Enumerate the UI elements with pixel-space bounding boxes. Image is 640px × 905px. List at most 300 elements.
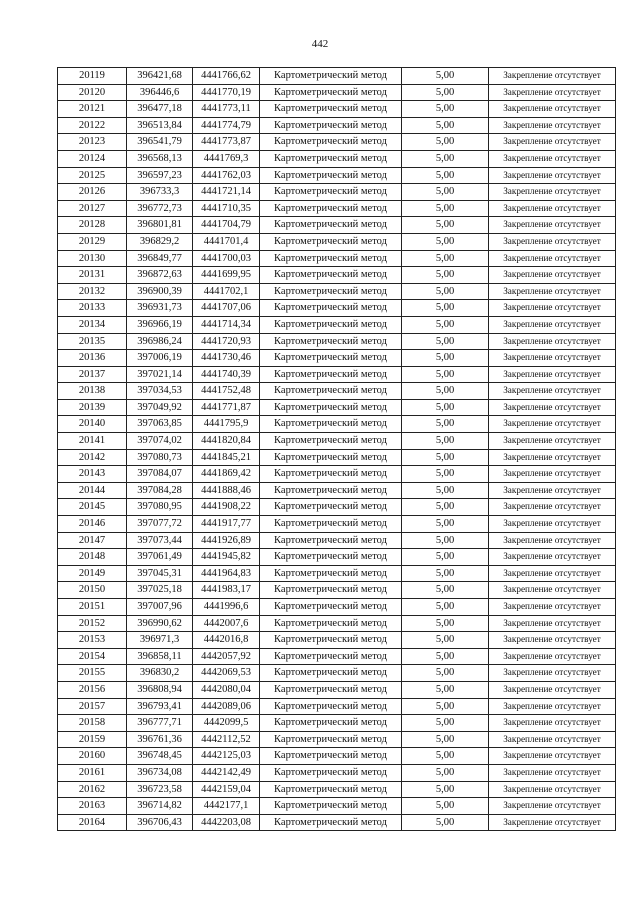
x-coordinate-cell: 396830,2 xyxy=(127,665,193,682)
method-cell: Картометрический метод xyxy=(260,781,402,798)
method-cell: Картометрический метод xyxy=(260,167,402,184)
fixing-cell: Закрепление отсутствует xyxy=(489,233,616,250)
method-cell: Картометрический метод xyxy=(260,433,402,450)
fixing-cell: Закрепление отсутствует xyxy=(489,764,616,781)
method-cell: Картометрический метод xyxy=(260,68,402,85)
method-cell: Картометрический метод xyxy=(260,466,402,483)
x-coordinate-cell: 396761,36 xyxy=(127,731,193,748)
table-row xyxy=(58,681,616,698)
fixing-cell: Закрепление отсутствует xyxy=(489,134,616,151)
x-coordinate-cell: 396772,73 xyxy=(127,200,193,217)
x-coordinate-cell: 396966,19 xyxy=(127,316,193,333)
precision-cell: 5,00 xyxy=(402,200,489,217)
point-number-cell: 20120 xyxy=(58,84,127,101)
table-row xyxy=(58,781,616,798)
x-coordinate-cell: 396714,82 xyxy=(127,798,193,815)
x-coordinate-cell: 396723,58 xyxy=(127,781,193,798)
x-coordinate-cell: 397034,53 xyxy=(127,383,193,400)
precision-cell: 5,00 xyxy=(402,101,489,118)
fixing-cell: Закрепление отсутствует xyxy=(489,599,616,616)
table-row xyxy=(58,383,616,400)
x-coordinate-cell: 396872,63 xyxy=(127,267,193,284)
method-cell: Картометрический метод xyxy=(260,84,402,101)
y-coordinate-cell: 4441769,3 xyxy=(193,150,260,167)
table-row xyxy=(58,433,616,450)
method-cell: Картометрический метод xyxy=(260,200,402,217)
point-number-cell: 20151 xyxy=(58,599,127,616)
x-coordinate-cell: 396829,2 xyxy=(127,233,193,250)
method-cell: Картометрический метод xyxy=(260,632,402,649)
table-row xyxy=(58,200,616,217)
fixing-cell: Закрепление отсутствует xyxy=(489,150,616,167)
table-row xyxy=(58,715,616,732)
precision-cell: 5,00 xyxy=(402,433,489,450)
table-row xyxy=(58,84,616,101)
x-coordinate-cell: 397084,07 xyxy=(127,466,193,483)
point-number-cell: 20162 xyxy=(58,781,127,798)
point-number-cell: 20148 xyxy=(58,549,127,566)
method-cell: Картометрический метод xyxy=(260,217,402,234)
fixing-cell: Закрепление отсутствует xyxy=(489,300,616,317)
y-coordinate-cell: 4442125,03 xyxy=(193,748,260,765)
x-coordinate-cell: 397073,44 xyxy=(127,532,193,549)
method-cell: Картометрический метод xyxy=(260,565,402,582)
fixing-cell: Закрепление отсутствует xyxy=(489,433,616,450)
table-body xyxy=(58,68,616,831)
precision-cell: 5,00 xyxy=(402,681,489,698)
x-coordinate-cell: 396801,81 xyxy=(127,217,193,234)
point-number-cell: 20158 xyxy=(58,715,127,732)
point-number-cell: 20128 xyxy=(58,217,127,234)
point-number-cell: 20139 xyxy=(58,399,127,416)
method-cell: Картометрический метод xyxy=(260,449,402,466)
x-coordinate-cell: 397074,02 xyxy=(127,433,193,450)
method-cell: Картометрический метод xyxy=(260,383,402,400)
precision-cell: 5,00 xyxy=(402,267,489,284)
x-coordinate-cell: 397080,95 xyxy=(127,499,193,516)
precision-cell: 5,00 xyxy=(402,632,489,649)
point-number-cell: 20161 xyxy=(58,764,127,781)
y-coordinate-cell: 4442080,04 xyxy=(193,681,260,698)
point-number-cell: 20146 xyxy=(58,516,127,533)
y-coordinate-cell: 4441795,9 xyxy=(193,416,260,433)
fixing-cell: Закрепление отсутствует xyxy=(489,250,616,267)
x-coordinate-cell: 396706,43 xyxy=(127,814,193,831)
y-coordinate-cell: 4442099,5 xyxy=(193,715,260,732)
table-row xyxy=(58,582,616,599)
method-cell: Картометрический метод xyxy=(260,599,402,616)
point-number-cell: 20119 xyxy=(58,68,127,85)
x-coordinate-cell: 397080,73 xyxy=(127,449,193,466)
y-coordinate-cell: 4442203,08 xyxy=(193,814,260,831)
fixing-cell: Закрепление отсутствует xyxy=(489,798,616,815)
precision-cell: 5,00 xyxy=(402,482,489,499)
method-cell: Картометрический метод xyxy=(260,798,402,815)
table-row xyxy=(58,482,616,499)
method-cell: Картометрический метод xyxy=(260,283,402,300)
x-coordinate-cell: 397025,18 xyxy=(127,582,193,599)
table-row xyxy=(58,350,616,367)
precision-cell: 5,00 xyxy=(402,283,489,300)
method-cell: Картометрический метод xyxy=(260,482,402,499)
fixing-cell: Закрепление отсутствует xyxy=(489,549,616,566)
y-coordinate-cell: 4441773,87 xyxy=(193,134,260,151)
y-coordinate-cell: 4441701,4 xyxy=(193,233,260,250)
y-coordinate-cell: 4441869,42 xyxy=(193,466,260,483)
x-coordinate-cell: 396734,08 xyxy=(127,764,193,781)
table-row xyxy=(58,416,616,433)
precision-cell: 5,00 xyxy=(402,167,489,184)
method-cell: Картометрический метод xyxy=(260,499,402,516)
y-coordinate-cell: 4441714,34 xyxy=(193,316,260,333)
point-number-cell: 20156 xyxy=(58,681,127,698)
table-row xyxy=(58,516,616,533)
table-row xyxy=(58,499,616,516)
precision-cell: 5,00 xyxy=(402,615,489,632)
method-cell: Картометрический метод xyxy=(260,250,402,267)
table-row xyxy=(58,150,616,167)
point-number-cell: 20147 xyxy=(58,532,127,549)
point-number-cell: 20132 xyxy=(58,283,127,300)
x-coordinate-cell: 396986,24 xyxy=(127,333,193,350)
point-number-cell: 20136 xyxy=(58,350,127,367)
y-coordinate-cell: 4441766,62 xyxy=(193,68,260,85)
y-coordinate-cell: 4441721,14 xyxy=(193,184,260,201)
x-coordinate-cell: 397077,72 xyxy=(127,516,193,533)
point-number-cell: 20127 xyxy=(58,200,127,217)
point-number-cell: 20135 xyxy=(58,333,127,350)
fixing-cell: Закрепление отсутствует xyxy=(489,748,616,765)
method-cell: Картометрический метод xyxy=(260,316,402,333)
page-number: 442 xyxy=(311,38,329,50)
x-coordinate-cell: 396477,18 xyxy=(127,101,193,118)
fixing-cell: Закрепление отсутствует xyxy=(489,499,616,516)
method-cell: Картометрический метод xyxy=(260,300,402,317)
table-row xyxy=(58,217,616,234)
point-number-cell: 20157 xyxy=(58,698,127,715)
precision-cell: 5,00 xyxy=(402,599,489,616)
precision-cell: 5,00 xyxy=(402,150,489,167)
precision-cell: 5,00 xyxy=(402,516,489,533)
table-row xyxy=(58,632,616,649)
y-coordinate-cell: 4441845,21 xyxy=(193,449,260,466)
table-row xyxy=(58,267,616,284)
method-cell: Картометрический метод xyxy=(260,648,402,665)
x-coordinate-cell: 396793,41 xyxy=(127,698,193,715)
y-coordinate-cell: 4441700,03 xyxy=(193,250,260,267)
y-coordinate-cell: 4441702,1 xyxy=(193,283,260,300)
fixing-cell: Закрепление отсутствует xyxy=(489,565,616,582)
fixing-cell: Закрепление отсутствует xyxy=(489,615,616,632)
y-coordinate-cell: 4441964,83 xyxy=(193,565,260,582)
point-number-cell: 20134 xyxy=(58,316,127,333)
method-cell: Картометрический метод xyxy=(260,267,402,284)
fixing-cell: Закрепление отсутствует xyxy=(489,267,616,284)
point-number-cell: 20122 xyxy=(58,117,127,134)
point-number-cell: 20129 xyxy=(58,233,127,250)
y-coordinate-cell: 4441771,87 xyxy=(193,399,260,416)
fixing-cell: Закрепление отсутствует xyxy=(489,665,616,682)
point-number-cell: 20131 xyxy=(58,267,127,284)
y-coordinate-cell: 4441926,89 xyxy=(193,532,260,549)
precision-cell: 5,00 xyxy=(402,748,489,765)
fixing-cell: Закрепление отсутствует xyxy=(489,466,616,483)
fixing-cell: Закрепление отсутствует xyxy=(489,698,616,715)
table-row xyxy=(58,648,616,665)
method-cell: Картометрический метод xyxy=(260,665,402,682)
y-coordinate-cell: 4442007,6 xyxy=(193,615,260,632)
fixing-cell: Закрепление отсутствует xyxy=(489,333,616,350)
point-number-cell: 20149 xyxy=(58,565,127,582)
fixing-cell: Закрепление отсутствует xyxy=(489,814,616,831)
method-cell: Картометрический метод xyxy=(260,731,402,748)
y-coordinate-cell: 4442069,53 xyxy=(193,665,260,682)
table-row xyxy=(58,233,616,250)
point-number-cell: 20138 xyxy=(58,383,127,400)
precision-cell: 5,00 xyxy=(402,217,489,234)
fixing-cell: Закрепление отсутствует xyxy=(489,781,616,798)
table-row xyxy=(58,748,616,765)
x-coordinate-cell: 396541,79 xyxy=(127,134,193,151)
table-row xyxy=(58,565,616,582)
x-coordinate-cell: 397084,28 xyxy=(127,482,193,499)
x-coordinate-cell: 396748,45 xyxy=(127,748,193,765)
point-number-cell: 20126 xyxy=(58,184,127,201)
fixing-cell: Закрепление отсутствует xyxy=(489,366,616,383)
method-cell: Картометрический метод xyxy=(260,350,402,367)
table-row xyxy=(58,184,616,201)
method-cell: Картометрический метод xyxy=(260,681,402,698)
precision-cell: 5,00 xyxy=(402,333,489,350)
precision-cell: 5,00 xyxy=(402,698,489,715)
method-cell: Картометрический метод xyxy=(260,764,402,781)
method-cell: Картометрический метод xyxy=(260,532,402,549)
precision-cell: 5,00 xyxy=(402,764,489,781)
x-coordinate-cell: 396421,68 xyxy=(127,68,193,85)
coordinates-table xyxy=(57,67,616,831)
x-coordinate-cell: 396990,62 xyxy=(127,615,193,632)
x-coordinate-cell: 396568,13 xyxy=(127,150,193,167)
fixing-cell: Закрепление отсутствует xyxy=(489,167,616,184)
point-number-cell: 20155 xyxy=(58,665,127,682)
x-coordinate-cell: 396446,6 xyxy=(127,84,193,101)
y-coordinate-cell: 4441774,79 xyxy=(193,117,260,134)
point-number-cell: 20153 xyxy=(58,632,127,649)
point-number-cell: 20159 xyxy=(58,731,127,748)
fixing-cell: Закрепление отсутствует xyxy=(489,117,616,134)
method-cell: Картометрический метод xyxy=(260,101,402,118)
fixing-cell: Закрепление отсутствует xyxy=(489,200,616,217)
precision-cell: 5,00 xyxy=(402,383,489,400)
x-coordinate-cell: 396808,94 xyxy=(127,681,193,698)
x-coordinate-cell: 397006,19 xyxy=(127,350,193,367)
method-cell: Картометрический метод xyxy=(260,117,402,134)
table-row xyxy=(58,532,616,549)
x-coordinate-cell: 396971,3 xyxy=(127,632,193,649)
precision-cell: 5,00 xyxy=(402,250,489,267)
fixing-cell: Закрепление отсутствует xyxy=(489,68,616,85)
table-row xyxy=(58,798,616,815)
y-coordinate-cell: 4441996,6 xyxy=(193,599,260,616)
point-number-cell: 20140 xyxy=(58,416,127,433)
y-coordinate-cell: 4441888,46 xyxy=(193,482,260,499)
fixing-cell: Закрепление отсутствует xyxy=(489,516,616,533)
point-number-cell: 20141 xyxy=(58,433,127,450)
y-coordinate-cell: 4441945,82 xyxy=(193,549,260,566)
table-row xyxy=(58,731,616,748)
precision-cell: 5,00 xyxy=(402,316,489,333)
x-coordinate-cell: 397061,49 xyxy=(127,549,193,566)
y-coordinate-cell: 4441720,93 xyxy=(193,333,260,350)
table-row xyxy=(58,449,616,466)
x-coordinate-cell: 397007,96 xyxy=(127,599,193,616)
point-number-cell: 20125 xyxy=(58,167,127,184)
y-coordinate-cell: 4442089,06 xyxy=(193,698,260,715)
x-coordinate-cell: 397049,92 xyxy=(127,399,193,416)
precision-cell: 5,00 xyxy=(402,582,489,599)
y-coordinate-cell: 4441773,11 xyxy=(193,101,260,118)
precision-cell: 5,00 xyxy=(402,781,489,798)
method-cell: Картометрический метод xyxy=(260,333,402,350)
table-row xyxy=(58,300,616,317)
x-coordinate-cell: 396597,23 xyxy=(127,167,193,184)
method-cell: Картометрический метод xyxy=(260,516,402,533)
x-coordinate-cell: 397045,31 xyxy=(127,565,193,582)
precision-cell: 5,00 xyxy=(402,549,489,566)
y-coordinate-cell: 4441752,48 xyxy=(193,383,260,400)
table-row xyxy=(58,68,616,85)
point-number-cell: 20144 xyxy=(58,482,127,499)
y-coordinate-cell: 4441908,22 xyxy=(193,499,260,516)
method-cell: Картометрический метод xyxy=(260,698,402,715)
y-coordinate-cell: 4442159,04 xyxy=(193,781,260,798)
fixing-cell: Закрепление отсутствует xyxy=(489,316,616,333)
table-row xyxy=(58,333,616,350)
fixing-cell: Закрепление отсутствует xyxy=(489,648,616,665)
table-row xyxy=(58,283,616,300)
table-row xyxy=(58,101,616,118)
y-coordinate-cell: 4441820,84 xyxy=(193,433,260,450)
precision-cell: 5,00 xyxy=(402,499,489,516)
y-coordinate-cell: 4441762,03 xyxy=(193,167,260,184)
table-row xyxy=(58,615,616,632)
y-coordinate-cell: 4442016,8 xyxy=(193,632,260,649)
precision-cell: 5,00 xyxy=(402,350,489,367)
table-row xyxy=(58,134,616,151)
point-number-cell: 20152 xyxy=(58,615,127,632)
point-number-cell: 20154 xyxy=(58,648,127,665)
precision-cell: 5,00 xyxy=(402,648,489,665)
method-cell: Картометрический метод xyxy=(260,184,402,201)
y-coordinate-cell: 4442057,92 xyxy=(193,648,260,665)
table-row xyxy=(58,549,616,566)
fixing-cell: Закрепление отсутствует xyxy=(489,383,616,400)
table-row xyxy=(58,599,616,616)
method-cell: Картометрический метод xyxy=(260,366,402,383)
table-row xyxy=(58,399,616,416)
method-cell: Картометрический метод xyxy=(260,715,402,732)
precision-cell: 5,00 xyxy=(402,665,489,682)
fixing-cell: Закрепление отсутствует xyxy=(489,416,616,433)
method-cell: Картометрический метод xyxy=(260,233,402,250)
table-row xyxy=(58,665,616,682)
fixing-cell: Закрепление отсутствует xyxy=(489,582,616,599)
precision-cell: 5,00 xyxy=(402,715,489,732)
y-coordinate-cell: 4441740,39 xyxy=(193,366,260,383)
y-coordinate-cell: 4441730,46 xyxy=(193,350,260,367)
table-row xyxy=(58,316,616,333)
table-row xyxy=(58,167,616,184)
point-number-cell: 20164 xyxy=(58,814,127,831)
x-coordinate-cell: 396900,39 xyxy=(127,283,193,300)
precision-cell: 5,00 xyxy=(402,117,489,134)
method-cell: Картометрический метод xyxy=(260,582,402,599)
fixing-cell: Закрепление отсутствует xyxy=(489,101,616,118)
point-number-cell: 20137 xyxy=(58,366,127,383)
x-coordinate-cell: 397063,85 xyxy=(127,416,193,433)
y-coordinate-cell: 4441983,17 xyxy=(193,582,260,599)
y-coordinate-cell: 4441770,19 xyxy=(193,84,260,101)
precision-cell: 5,00 xyxy=(402,366,489,383)
precision-cell: 5,00 xyxy=(402,532,489,549)
point-number-cell: 20133 xyxy=(58,300,127,317)
y-coordinate-cell: 4442177,1 xyxy=(193,798,260,815)
x-coordinate-cell: 396777,71 xyxy=(127,715,193,732)
precision-cell: 5,00 xyxy=(402,814,489,831)
fixing-cell: Закрепление отсутствует xyxy=(489,681,616,698)
fixing-cell: Закрепление отсутствует xyxy=(489,399,616,416)
x-coordinate-cell: 396733,3 xyxy=(127,184,193,201)
table-row xyxy=(58,366,616,383)
y-coordinate-cell: 4441704,79 xyxy=(193,217,260,234)
point-number-cell: 20123 xyxy=(58,134,127,151)
fixing-cell: Закрепление отсутствует xyxy=(489,350,616,367)
point-number-cell: 20143 xyxy=(58,466,127,483)
y-coordinate-cell: 4441707,06 xyxy=(193,300,260,317)
precision-cell: 5,00 xyxy=(402,184,489,201)
table-row xyxy=(58,117,616,134)
table-row xyxy=(58,764,616,781)
x-coordinate-cell: 396931,73 xyxy=(127,300,193,317)
fixing-cell: Закрепление отсутствует xyxy=(489,715,616,732)
precision-cell: 5,00 xyxy=(402,449,489,466)
precision-cell: 5,00 xyxy=(402,84,489,101)
precision-cell: 5,00 xyxy=(402,466,489,483)
fixing-cell: Закрепление отсутствует xyxy=(489,731,616,748)
table-row xyxy=(58,698,616,715)
precision-cell: 5,00 xyxy=(402,300,489,317)
y-coordinate-cell: 4441710,35 xyxy=(193,200,260,217)
fixing-cell: Закрепление отсутствует xyxy=(489,632,616,649)
point-number-cell: 20150 xyxy=(58,582,127,599)
method-cell: Картометрический метод xyxy=(260,416,402,433)
x-coordinate-cell: 396849,77 xyxy=(127,250,193,267)
precision-cell: 5,00 xyxy=(402,565,489,582)
point-number-cell: 20121 xyxy=(58,101,127,118)
y-coordinate-cell: 4442112,52 xyxy=(193,731,260,748)
method-cell: Картометрический метод xyxy=(260,814,402,831)
table-row xyxy=(58,250,616,267)
precision-cell: 5,00 xyxy=(402,416,489,433)
fixing-cell: Закрепление отсутствует xyxy=(489,532,616,549)
method-cell: Картометрический метод xyxy=(260,549,402,566)
fixing-cell: Закрепление отсутствует xyxy=(489,217,616,234)
table-row xyxy=(58,466,616,483)
fixing-cell: Закрепление отсутствует xyxy=(489,84,616,101)
fixing-cell: Закрепление отсутствует xyxy=(489,449,616,466)
y-coordinate-cell: 4442142,49 xyxy=(193,764,260,781)
x-coordinate-cell: 396858,11 xyxy=(127,648,193,665)
